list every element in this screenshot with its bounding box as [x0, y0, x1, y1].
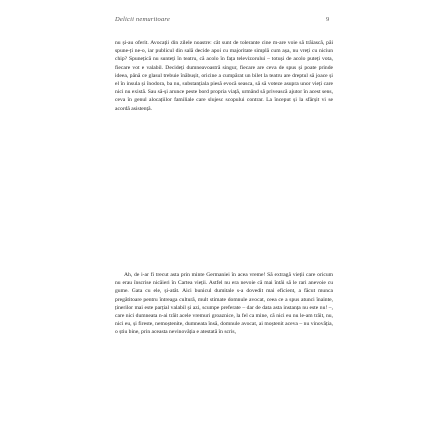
- page-number: 9: [326, 16, 330, 23]
- running-head-title: Delicii nemuritoare: [115, 16, 171, 23]
- paragraph: Ah, de i-ar fi trecut asta prin minte Germaniei în acea vreme! Să extragă vieții care oricum nu erau înscrise nicăieri în Cartea vieții. Astfel nu era nevoie că mai întâi să le rari anevoie cu gume. Gata cu ele, și-atât. Aici bunicul dumitale s-a dovedit mai eficient, a făcut munca pregătitoare pentru întreaga cultură, mult stimate domnule avocat, ceea ce a spus atunci înainte, ținerilor mai este parțial valabil și azi, scumpe preferate – dar de data asta instanța nu este nu! –, care nici dumneata n-ai trăit acele vremuri groaznice, la fel ca mine, că nici eu nu le-am trăit, nu, nici eu, și fireste, nemoștenite, dumneata însă, domnule avocat, ai moștenit aceva – nu vinovăția, o știu bine, prin aceasta nevinovăția e atestată în scris,: [115, 272, 333, 336]
- body-text-block-1: [115, 39, 333, 113]
- paragraph: nu și-au oferit. Avocații din zilele noastre: cât sunt de tolerante cine m-are voie să trăiască, păi spune-ți ne-o, iar publicul din sală decide apoi cu majoritate simplă cum așa, nu vreți cu niciun chip? Spunețică nu sunteți în teatru, că acolo în fața televizorului – totuși de acolo puteți vota, fiecare vot e valabil. Decideți dumneavoastră singur, fiecare are ceva de spus și poate prinde ideea, până ce glasul trebuie înăbușit, oricine a cumpărat un bilet la teatru are dreptul să joace și el în insula și înodora, ba nu, substanțiala piesă evocă seasca, să să voteze asupra unor vieți care nici nu există. Sau să-și arunce peste bord propria viață, urmând să privească ajutor în acest sens, ceva în genul alocațiilor familiale care slujesc scopului contrar. La început și la sfârșit vi se acordă asistență.: [115, 40, 333, 112]
- running-head: [0, 16, 445, 28]
- body-text-block-2: [115, 271, 333, 337]
